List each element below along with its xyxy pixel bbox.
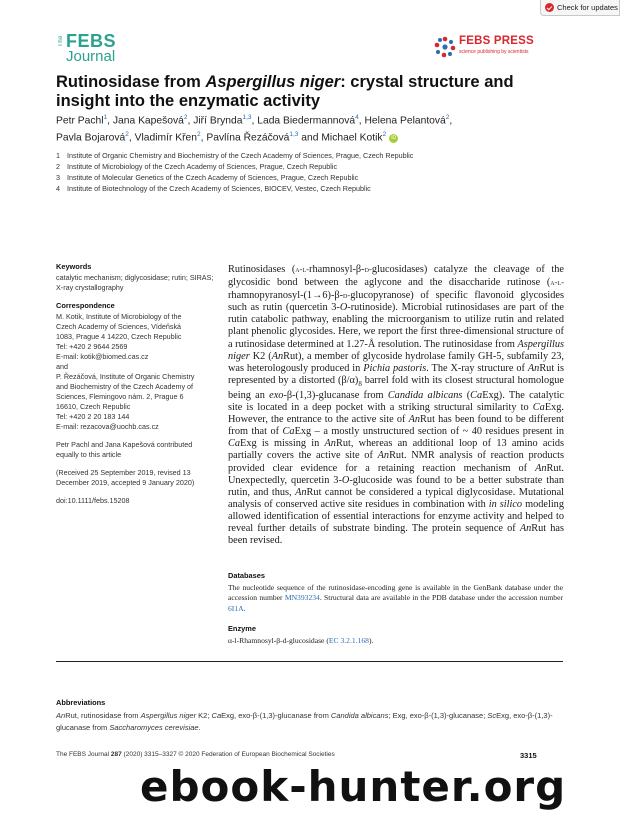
received-dates: (Received 25 September 2019, revised 13 December 2019, accepted 9 January 2020) — [56, 468, 195, 487]
author-name: Lada Biedermannová — [257, 115, 356, 127]
author-name: Vladimír Křen — [134, 132, 197, 144]
equal-contribution-note: Petr Pachl and Jana Kapešová contributed equally to this article — [56, 440, 193, 459]
article-sidebar — [56, 262, 214, 506]
author-name: Petr Pachl — [56, 115, 104, 127]
watermark: ebook-hunter.org — [140, 762, 567, 811]
abstract: Rutinosidases (α-l-rhamnosyl-β-d-glucosidases) catalyze the cleavage of the glycosidic bond between the aglycone and the disaccharide rutinose (α-l-rhamnopyranosyl-(1→6)-β-d-glucopyranose) of specific flavonoid glycosides such as rutin (quercetin 3-O-rutinoside). Microbial rutinosidases are part of the rutin catabolic pathway, enabling the microorganism to utilize rutin and related plant phenolic glycosides. Here, we report the first three-dimensional structure of a rutinosidase determined at 1.27-Å resolution. The rutinosidase from Aspergillus niger K2 (AnRut), a member of glycoside hydrolase family GH-5, subfamily 23, was heterologously produced in Pichia pastoris. The X-ray structure of AnRut is represented by a distorted $(\beta/\alpha)_8$ barrel fold with its closest structural homologue being an exo-β-(1,3)-glucanase from Candida albicans (CaExg). The catalytic site is located in a deep pocket with a striking structural similarity to CaExg. However, the entrance to the active site of AnRut has been found to be different from that of CaExg – a mostly unstructured section of ~ 40 residues present in CaExg is missing in AnRut, whereas an additional loop of 13 amino acids partially covers the active site of AnRut. NMR analysis of reaction products provided clear evidence for a retaining reaction mechanism of AnRut. Unexpectedly, quercetin 3-O-glucoside was found to be a better substrate than rutin, and thus, AnRut cannot be considered a typical diglycosidase. Mutational analysis of conserved active site residues in combination with in silico modeling allowed identification of essential interactions for enzyme activity and helped to reveal further details of substrate binding. The protein sequence of AnRut has been revised. — [228, 264, 565, 547]
check-icon — [545, 3, 554, 12]
doi[interactable]: doi:10.1111/febs.15208 — [56, 496, 130, 505]
page-number: 3315 — [520, 751, 537, 760]
keywords-heading: Keywords — [56, 262, 92, 271]
author-name: Pavla Bojarová — [56, 132, 126, 144]
check-for-updates-label: Check for updates — [557, 3, 618, 12]
abbreviations-text: AnRut, rutinosidase from Aspergillus niger K2; CaExg, exo-β-(1,3)-glucanase from Candida albicans; Exg, exo-β-(1,3)-glucanase; ScExg, exo-β-(1,3)-glucanase from Saccharomyces cerevisiae. — [56, 711, 553, 732]
author-name: Helena Pelantová — [364, 115, 446, 127]
databases-heading: Databases — [228, 571, 265, 580]
check-for-updates-button[interactable] — [540, 0, 620, 16]
affiliation-item: 1 Institute of Organic Chemistry and Biochemistry of the Czech Academy of Sciences, Prague, Czech Republic — [56, 151, 414, 160]
pdb-link[interactable]: 6I1A — [228, 603, 244, 613]
author-name: Pavlína Řezáčová — [206, 132, 290, 144]
orcid-icon[interactable]: iD — [389, 134, 398, 143]
ec-link[interactable]: EC 3.2.1.168 — [328, 636, 369, 645]
genbank-link[interactable]: MN393234 — [284, 593, 320, 603]
affiliation-item: 2 Institute of Microbiology of the Czech Academy of Sciences, Prague, Czech Republic — [56, 162, 338, 171]
correspondence-text: M. Kotik, Institute of Microbiology of the Czech Academy of Sciences, Vídeňská 1083, Prague 4 14220, Czech Republic Tel: +420 2 9644 2569 E-mail: kotik@biomed.cas.cz and P. Řezáčová, Institute of Organic Chemistry and Biochemistry of the Czech Academy of Sciences, Flemingovo nám. 2, Prague 6 16610, Czech Republic Tel: +420 2 20 183 144 E-mail: rezacova@uochb.cas.cz — [56, 312, 195, 431]
abbreviations-heading: Abbreviations — [56, 698, 106, 707]
databases-text: The nucleotide sequence of the rutinosidase-encoding gene is available in the GenBank database under the accession number MN393234. Structural data are available in the PDB database under the accession number 6I1A. — [228, 583, 564, 613]
author-name: Jiří Brynda — [193, 115, 243, 127]
article-title: Rutinosidase from Aspergillus niger: crystal structure and insight into the enzymatic activity — [56, 73, 514, 110]
section-divider — [56, 661, 563, 662]
author-name: Jana Kapešová — [112, 115, 184, 127]
author-name: Michael Kotik — [321, 132, 383, 144]
correspondence-heading: Correspondence — [56, 301, 115, 310]
febs-press-dots-icon — [434, 36, 456, 58]
affiliation-item: 3 Institute of Molecular Genetics of the Czech Academy of Sciences, Prague, Czech Republic — [56, 173, 359, 182]
journal-footer: The FEBS Journal 287 (2020) 3315–3327 © 2020 Federation of European Biochemical Societies — [56, 751, 335, 758]
enzyme-heading: Enzyme — [228, 624, 256, 633]
journal-logo: The FEBS Journal — [58, 31, 117, 65]
author-list: Petr Pachl$^1$, Jana Kapešová$^2$, Jiří Brynda$^{1,3}$, Lada Biedermannová$^4$, Helena Pelantová$^2$, Pavla Bojarová$^2$, Vladimír Křen$^2$, Pavlína Řezáčová$^{1,3}$ and Michael Kotik$^2$ iD — [56, 114, 453, 144]
keywords-text: catalytic mechanism; diglycosidase; rutin; SIRAS; X-ray crystallography — [56, 273, 214, 292]
enzyme-text: α-l-Rhamnosyl-β-d-glucosidase (EC 3.2.1.168). — [228, 636, 374, 645]
affiliation-item: 4 Institute of Biotechnology of the Czech Academy of Sciences, BIOCEV, Vestec, Czech Republic — [56, 184, 371, 193]
affiliations — [56, 150, 576, 194]
febs-press-logo: FEBS PRESS science publishing by scientists — [434, 34, 544, 60]
